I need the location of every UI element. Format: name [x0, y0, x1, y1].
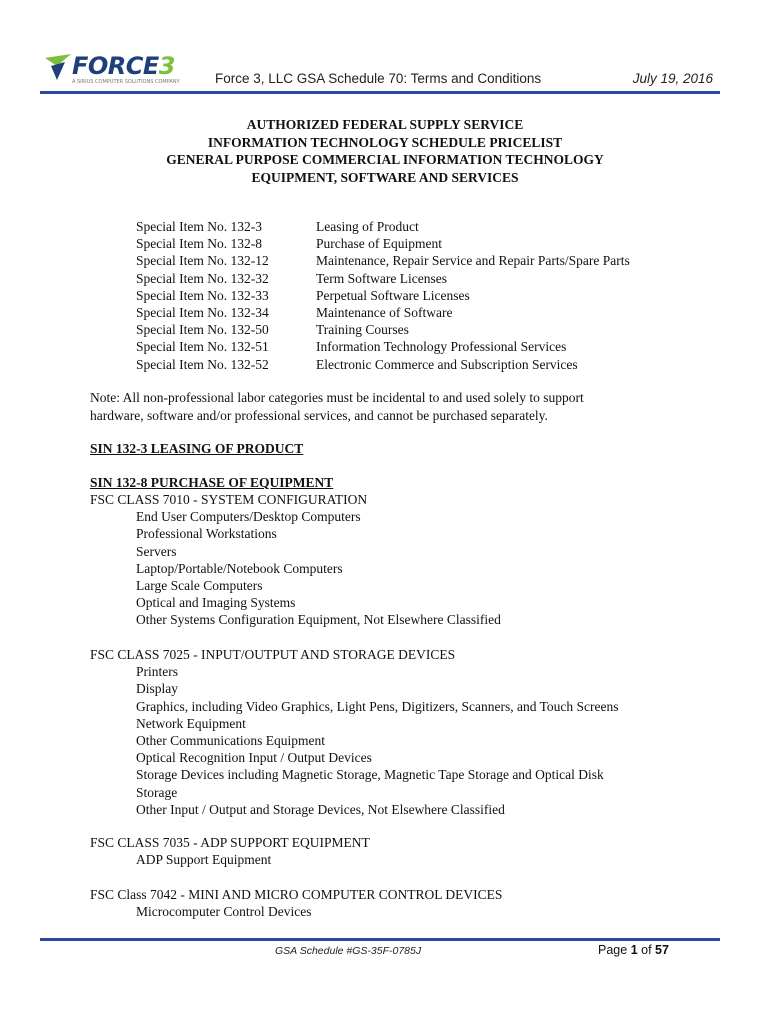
fsc-item: ADP Support Equipment: [136, 852, 272, 868]
fsc-class-block: [90, 491, 501, 629]
special-item-row: [136, 287, 630, 304]
special-item-row: [136, 218, 630, 235]
special-item-description: Information Technology Professional Services: [316, 339, 567, 355]
fsc-item: Optical Recognition Input / Output Devices: [136, 750, 372, 766]
special-item-description: Leasing of Product: [316, 219, 419, 234]
fsc-item: Printers: [136, 664, 178, 680]
fsc-item: Microcomputer Control Devices: [136, 904, 312, 920]
fsc-item: Laptop/Portable/Notebook Computers: [136, 560, 343, 576]
special-item-number: Special Item No. 132-33: [136, 287, 269, 303]
logo-tagline: A SIRIUS COMPUTER SOLUTIONS COMPANY: [72, 79, 180, 85]
special-item-row: [136, 338, 630, 355]
special-item-description: Maintenance, Repair Service and Repair Parts/Spare Parts: [316, 253, 630, 269]
special-item-row: [136, 252, 630, 269]
note-paragraph: [90, 389, 690, 424]
note-line: Note: All non-professional labor categories must be incidental to and used solely to support: [90, 390, 584, 405]
fsc-item: Other Input / Output and Storage Devices, Not Elsewhere Classified: [136, 801, 505, 817]
special-item-description: Electronic Commerce and Subscription Services: [316, 356, 578, 372]
special-item-row: [136, 356, 630, 373]
logo-wordmark: FORCE3: [72, 52, 175, 80]
fsc-item: Servers: [136, 543, 177, 559]
fsc-item: Storage: [136, 784, 178, 800]
header-title: Force 3, LLC GSA Schedule 70: Terms and Conditions: [215, 71, 542, 86]
special-item-description: Training Courses: [316, 322, 409, 338]
special-item-row: [136, 270, 630, 287]
header-rule: [40, 91, 720, 94]
fsc-class-block: [90, 886, 502, 920]
special-item-number: Special Item No. 132-52: [136, 356, 269, 372]
fsc-class-title: FSC CLASS 7035 - ADP SUPPORT EQUIPMENT: [90, 835, 370, 850]
document-title: [0, 116, 770, 186]
page-header: [0, 0, 770, 110]
footer-schedule-number: GSA Schedule #GS-35F-0785J: [275, 945, 422, 957]
special-item-description: Maintenance of Software: [316, 305, 453, 321]
fsc-item: Optical and Imaging Systems: [136, 595, 296, 611]
special-item-description: Perpetual Software Licenses: [316, 287, 470, 303]
force3-logo: [45, 52, 185, 88]
fsc-item: Storage Devices including Magnetic Storage, Magnetic Tape Storage and Optical Disk: [136, 767, 604, 783]
fsc-class-title: FSC CLASS 7010 - SYSTEM CONFIGURATION: [90, 492, 368, 507]
fsc-item: Other Communications Equipment: [136, 733, 325, 749]
special-item-number: Special Item No. 132-3: [136, 219, 262, 234]
special-items-list: [136, 218, 630, 373]
special-item-number: Special Item No. 132-34: [136, 305, 269, 321]
special-item-row: [136, 235, 630, 252]
title-line: AUTHORIZED FEDERAL SUPPLY SERVICE: [246, 117, 524, 132]
special-item-number: Special Item No. 132-12: [136, 253, 269, 269]
special-item-number: Special Item No. 132-32: [136, 270, 269, 286]
fsc-item: Professional Workstations: [136, 526, 277, 542]
special-item-row: [136, 321, 630, 338]
special-item-description: Term Software Licenses: [316, 270, 448, 286]
fsc-class-block: [90, 646, 619, 818]
fsc-item: Graphics, including Video Graphics, Light Pens, Digitizers, Scanners, and Touch Screens: [136, 698, 619, 714]
special-item-description: Purchase of Equipment: [316, 236, 442, 252]
note-line: hardware, software and/or professional services, and cannot be purchased separately.: [90, 407, 548, 423]
section-heading-sin-132-3: SIN 132-3 LEASING OF PRODUCT: [90, 441, 304, 456]
special-item-number: Special Item No. 132-8: [136, 236, 262, 252]
title-line: GENERAL PURPOSE COMMERCIAL INFORMATION TECHNOLOGY: [166, 152, 604, 167]
footer-rule: [40, 938, 720, 941]
header-date: July 19, 2016: [632, 71, 713, 86]
title-line: EQUIPMENT, SOFTWARE AND SERVICES: [251, 169, 519, 185]
fsc-item: Other Systems Configuration Equipment, Not Elsewhere Classified: [136, 612, 501, 628]
fsc-item: Large Scale Computers: [136, 578, 263, 594]
special-item-number: Special Item No. 132-51: [136, 339, 269, 355]
special-item-number: Special Item No. 132-50: [136, 322, 269, 338]
fsc-class-title: FSC CLASS 7025 - INPUT/OUTPUT AND STORAGE DEVICES: [90, 647, 456, 662]
title-line: INFORMATION TECHNOLOGY SCHEDULE PRICELIST: [207, 134, 563, 150]
footer-page-number: Page 1 of 57: [598, 943, 669, 957]
fsc-item: Display: [136, 681, 178, 697]
section-heading-sin-132-8: SIN 132-8 PURCHASE OF EQUIPMENT: [90, 475, 334, 490]
fsc-item: End User Computers/Desktop Computers: [136, 509, 361, 525]
fsc-class-title: FSC Class 7042 - MINI AND MICRO COMPUTER CONTROL DEVICES: [90, 887, 503, 902]
fsc-item: Network Equipment: [136, 715, 246, 731]
logo-arrow-icon: [45, 54, 71, 82]
special-item-row: [136, 304, 630, 321]
fsc-class-block: [90, 834, 370, 868]
